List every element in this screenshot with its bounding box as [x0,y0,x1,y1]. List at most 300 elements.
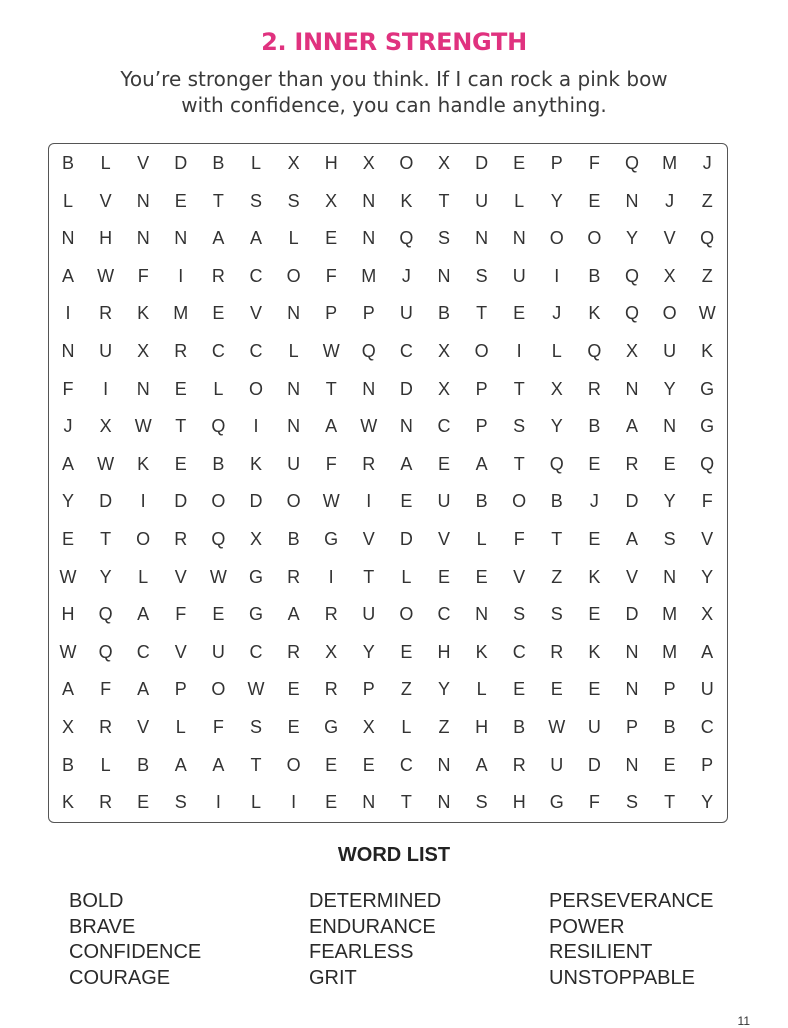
grid-letter: T [212,190,224,211]
grid-letter: A [212,228,225,249]
grid-letter: X [437,378,450,399]
grid-letter: V [513,566,526,587]
grid-letter: T [363,566,375,587]
grid-letter: N [437,265,451,286]
word-list-column-1 [69,889,201,991]
grid-letter: C [700,717,714,737]
grid-letter: T [513,378,525,399]
grid-letter: Q [98,604,113,625]
word-list-item: CONFIDENCE [69,941,202,963]
grid-letter: J [589,491,599,512]
grid-letter: K [475,641,488,662]
grid-letter: N [625,679,639,700]
grid-letter: Y [99,566,112,587]
word-search-grid [48,143,728,823]
grid-letter: E [362,754,375,775]
word-list-item: RESILIENT [549,941,653,963]
grid-letter: G [248,604,263,625]
grid-letter: X [137,341,150,361]
grid-letter: L [175,717,186,737]
grid-letter: J [552,303,562,324]
grid-letter: K [249,453,262,474]
grid-letter: N [663,566,677,587]
grid-letter: K [701,341,714,361]
grid-letter: S [513,604,526,625]
grid-letter: X [550,378,563,399]
grid-letter: B [588,416,601,437]
grid-letter: X [325,190,338,211]
grid-letter: E [287,679,300,700]
grid-letter: F [701,491,713,512]
grid-letter: E [174,453,187,474]
grid-letter: A [701,641,714,662]
puzzle-subtitle [0,66,788,118]
grid-letter: H [475,717,489,737]
grid-letter: N [136,190,150,211]
grid-letter: E [663,754,676,775]
grid-row [49,182,727,220]
grid-letter: E [174,378,187,399]
grid-letter: X [362,153,375,173]
grid-letter: X [625,341,638,361]
grid-letter: D [625,491,639,512]
grid-letter: F [175,604,187,625]
grid-letter: E [437,453,450,474]
grid-letter: R [174,341,188,361]
word-list-column-2 [309,889,441,991]
grid-letter: A [400,453,413,474]
grid-letter: J [63,416,73,437]
grid-letter: V [437,529,450,549]
grid-row [49,482,727,520]
grid-letter: O [587,228,602,249]
subtitle-line-1: You’re stronger than you think. If I can rock a pink bow [120,67,668,91]
grid-letter: R [550,641,564,662]
grid-letter: A [61,679,74,700]
grid-letter: A [249,228,262,249]
grid-letter: U [399,303,413,324]
grid-letter: K [588,641,601,662]
grid-letter: Y [61,491,74,512]
grid-letter: S [663,529,676,549]
grid-letter: M [662,153,678,173]
grid-letter: R [362,453,376,474]
grid-letter: U [475,190,489,211]
grid-letter: M [173,303,189,324]
grid-letter: L [514,190,525,211]
grid-letter: N [287,303,301,324]
grid-letter: N [475,604,489,625]
subtitle-line-2: with confidence, you can handle anything. [181,93,607,117]
grid-letter: A [325,416,338,437]
grid-letter: N [174,228,188,249]
grid-letter: R [287,566,301,587]
grid-letter: L [250,792,261,813]
grid-letter: N [625,641,639,662]
grid-row [49,370,727,408]
grid-letter: N [287,416,301,437]
grid-letter: U [287,453,301,474]
grid-letter: Z [701,265,713,286]
grid-letter: R [587,378,601,399]
grid-letter: X [249,529,262,549]
grid-letter: Q [361,341,376,361]
grid-letter: H [99,228,113,249]
grid-row [49,520,727,558]
grid-letter: E [400,641,413,662]
grid-letter: W [322,341,340,361]
grid-letter: T [400,792,412,813]
grid-letter: D [249,491,263,512]
grid-letter: E [513,153,526,173]
grid-letter: H [61,604,75,625]
grid-letter: F [212,717,224,737]
grid-letter: D [587,754,601,775]
grid-letter: T [100,529,112,549]
grid-letter: N [625,378,639,399]
grid-letter: E [513,303,526,324]
grid-letter: V [663,228,676,249]
grid-letter: W [247,679,265,700]
grid-letter: Y [663,491,676,512]
grid-letter: E [588,190,601,211]
grid-letter: C [437,416,451,437]
grid-letter: G [324,529,339,549]
grid-letter: T [513,453,525,474]
grid-letter: U [211,641,225,662]
word-list-item: COURAGE [69,966,171,989]
grid-letter: R [99,717,113,737]
grid-letter: D [399,378,413,399]
grid-letter: W [59,566,77,587]
grid-letter: S [174,792,187,813]
grid-letter: E [61,529,74,549]
grid-letter: E [588,679,601,700]
grid-letter: N [362,190,376,211]
grid-letter: O [474,341,489,361]
grid-letter: X [61,717,74,737]
grid-letter: S [625,792,638,813]
grid-letter: A [475,453,488,474]
grid-letter: M [662,641,678,662]
grid-letter: E [325,754,338,775]
grid-letter: G [248,566,263,587]
grid-letter: A [212,754,225,775]
grid-letter: X [99,416,112,437]
grid-letter: B [212,453,225,474]
grid-letter: N [625,190,639,211]
grid-letter: O [211,491,226,512]
grid-letter: U [663,341,677,361]
grid-letter: L [401,566,412,587]
grid-letter: N [437,754,451,775]
grid-letter: D [174,153,188,173]
grid-letter: A [625,529,638,549]
grid-letter: A [174,754,187,775]
word-list-heading: WORD LIST [337,844,451,866]
grid-letter: N [399,416,413,437]
grid-letter: U [587,717,601,737]
grid-letter: E [513,679,526,700]
grid-letter: U [362,604,376,625]
grid-letter: E [174,190,187,211]
grid-letter: O [248,378,263,399]
grid-letter: Z [438,717,450,737]
grid-letter: E [663,453,676,474]
grid-letter: N [362,228,376,249]
grid-letter: A [61,265,74,286]
grid-letter: F [62,378,74,399]
grid-letter: W [548,717,566,737]
grid-letter: S [513,416,526,437]
grid-letter: I [178,265,184,286]
grid-letter: X [287,153,300,173]
grid-letter: Q [549,453,564,474]
grid-row [49,294,727,332]
grid-letter: A [625,416,638,437]
grid-letter: R [625,453,639,474]
grid-letter: M [662,604,678,625]
grid-letter: N [61,228,75,249]
grid-letter: B [212,153,225,173]
grid-letter: B [137,754,150,775]
grid-letter: N [437,792,451,813]
grid-letter: I [554,265,560,286]
grid-letter: R [211,265,225,286]
grid-letter: E [588,529,601,549]
grid-letter: L [100,754,111,775]
grid-letter: Q [211,529,226,549]
grid-letter: D [174,491,188,512]
grid-letter: X [701,604,714,625]
grid-letter: Y [362,641,375,662]
grid-letter: N [287,378,301,399]
grid-letter: W [322,491,340,512]
grid-letter: W [360,416,378,437]
grid-letter: P [625,717,638,737]
grid-letter: P [362,679,375,700]
grid-letter: N [136,378,150,399]
grid-letter: G [700,378,715,399]
grid-row [49,746,727,784]
grid-letter: K [400,190,413,211]
grid-row [49,558,727,596]
grid-row [49,708,727,746]
grid-letter: T [438,190,450,211]
grid-letter: R [287,641,301,662]
grid-letter: I [103,378,109,399]
grid-letter: C [399,754,413,775]
grid-letter: S [475,265,488,286]
word-list-item: UNSTOPPABLE [549,966,695,989]
grid-letter: I [291,792,297,813]
grid-letter: N [475,228,489,249]
grid-letter: L [288,341,299,361]
grid-letter: E [325,792,338,813]
grid-letter: U [700,679,714,700]
grid-letter: J [665,190,675,211]
grid-letter: R [512,754,526,775]
grid-letter: F [513,529,525,549]
grid-letter: V [174,641,187,662]
grid-letter: W [97,453,115,474]
grid-letter: K [588,303,601,324]
grid-letter: D [99,491,113,512]
grid-letter: B [475,491,488,512]
grid-letter: W [59,641,77,662]
grid-letter: Y [701,792,714,813]
grid-letter: Z [551,566,563,587]
grid-row [49,219,727,257]
grid-letter: H [512,792,526,813]
grid-letter: E [287,717,300,737]
grid-letter: W [698,303,716,324]
grid-letter: S [249,717,262,737]
grid-letter: T [551,529,563,549]
grid-letter: N [61,341,75,361]
grid-letter: R [324,679,338,700]
grid-letter: E [437,566,450,587]
grid-letter: P [475,378,488,399]
grid-letter: U [512,265,526,286]
grid-letter: K [137,453,150,474]
grid-letter: L [401,717,412,737]
grid-letter: U [99,341,113,361]
grid-letter: X [663,265,676,286]
grid-letter: V [99,190,112,211]
grid-letter: V [701,529,714,549]
grid-letter: H [437,641,451,662]
word-list-item: PERSEVERANCE [549,890,714,912]
grid-letter: E [475,566,488,587]
grid-letter: X [437,153,450,173]
grid-letter: S [437,228,450,249]
grid-letter: A [287,604,300,625]
grid-letter: S [287,190,300,211]
grid-letter: Z [701,190,713,211]
grid-letter: I [140,491,146,512]
grid-letter: Q [399,228,414,249]
grid-letter: O [662,303,677,324]
grid-letter: V [249,303,262,324]
grid-row [49,445,727,483]
grid-letter: O [136,529,151,549]
grid-row [49,257,727,295]
grid-letter: X [362,717,375,737]
grid-letter: R [99,303,113,324]
grid-letter: P [362,303,375,324]
grid-letter: F [137,265,149,286]
grid-letter: B [513,717,526,737]
grid-letter: N [362,378,376,399]
grid-letter: E [588,604,601,625]
word-list-item: ENDURANCE [309,915,436,938]
grid-letter: C [399,341,413,361]
grid-letter: V [625,566,638,587]
grid-letter: Z [400,679,412,700]
grid-letter: J [702,153,712,173]
grid-letter: D [625,604,639,625]
grid-letter: R [99,792,113,813]
grid-letter: S [475,792,488,813]
grid-letter: C [249,265,263,286]
grid-letter: P [325,303,338,324]
word-list-item: POWER [549,915,625,938]
grid-letter: E [550,679,563,700]
grid-letter: N [512,228,526,249]
grid-letter: I [516,341,522,361]
page-number: 11 [737,1014,750,1028]
grid-letter: G [700,416,715,437]
grid-letter: B [550,491,563,512]
grid-row [49,670,727,708]
grid-row [49,144,727,182]
grid-letter: A [137,604,150,625]
grid-letter: O [211,679,226,700]
grid-letter: J [401,265,411,286]
grid-letter: B [61,754,74,775]
grid-letter: Q [587,341,602,361]
grid-letter: I [328,566,334,587]
grid-letter: O [549,228,564,249]
grid-letter: K [137,303,150,324]
grid-letter: Y [550,190,563,211]
grid-letter: A [61,453,74,474]
grid-letter: H [324,153,338,173]
grid-row [49,332,727,370]
grid-letter: P [663,679,676,700]
grid-letter: W [97,265,115,286]
grid-letter: Q [700,228,715,249]
word-list-item: DETERMINED [309,890,442,912]
grid-letter: O [399,153,414,173]
grid-letter: B [61,153,74,173]
grid-letter: E [325,228,338,249]
grid-letter: C [136,641,150,662]
grid-letter: Q [624,153,639,173]
grid-letter: D [475,153,489,173]
grid-letter: L [288,228,299,249]
grid-letter: S [550,604,563,625]
grid-letter: F [325,265,337,286]
grid-letter: K [61,792,74,813]
grid-letter: F [100,679,112,700]
grid-letter: L [100,153,111,173]
grid-letter: G [324,717,339,737]
grid-letter: Q [700,453,715,474]
grid-letter: L [62,190,73,211]
grid-letter: R [174,529,188,549]
grid-letter: C [249,641,263,662]
grid-letter: I [215,792,221,813]
grid-letter: E [137,792,150,813]
grid-letter: O [512,491,527,512]
grid-letter: U [550,754,564,775]
grid-letter: I [366,491,372,512]
grid-letter: N [663,416,677,437]
grid-letter: C [437,604,451,625]
grid-letter: M [361,265,377,286]
grid-letter: F [588,153,600,173]
grid-letter: L [213,378,224,399]
grid-letter: K [588,566,601,587]
grid-letter: O [286,754,301,775]
grid-letter: T [250,754,262,775]
puzzle-title: 2. INNER STRENGTH [261,28,527,56]
grid-letter: L [250,153,261,173]
grid-letter: T [664,792,676,813]
grid-letter: W [134,416,152,437]
